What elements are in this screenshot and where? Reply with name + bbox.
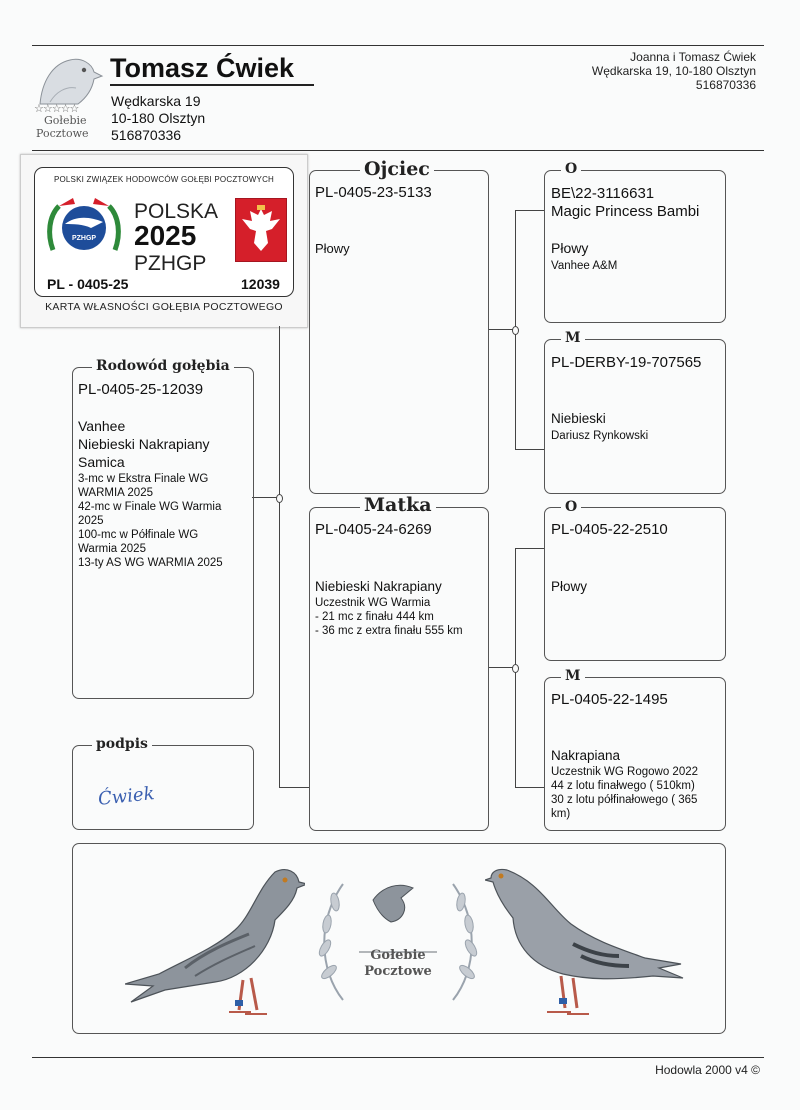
mother-father-ring: PL-0405-22-2510 (551, 521, 668, 538)
header-right-line-2: Wędkarska 19, 10-180 Olsztyn (591, 64, 756, 78)
mother-note-line: Uczestnik WG Warmia (315, 597, 431, 609)
pigeon-result-line: 13-ty AS WG WARMIA 2025 (78, 557, 223, 569)
signature-value: Ćwiek (97, 783, 156, 810)
signature-box (72, 745, 254, 830)
header-right-line-3: 516870336 (695, 78, 756, 92)
mother-mother-color: Nakrapiana (551, 748, 621, 763)
svg-text:PZHGP: PZHGP (71, 235, 97, 242)
breeder-street: Wędkarska 19 (111, 93, 201, 109)
logo-text-1: Gołebie (44, 114, 87, 127)
top-rule (32, 45, 764, 46)
pigeon-breed: Vanhee (78, 418, 126, 434)
mother-box (309, 507, 489, 831)
pigeon-result-line: 3-mc w Ekstra Finale WG (78, 473, 209, 485)
pigeon-result-line: 42-mc w Finale WG Warmia (78, 501, 222, 513)
connector-knot-mother (512, 664, 519, 673)
connector-knot-pigeon (276, 494, 283, 503)
card-title: POLSKI ZWIĄZEK HODOWCÓW GOŁĘBI POCZTOWYCH (53, 175, 275, 184)
father-ring: PL-0405-23-5133 (315, 184, 432, 201)
mother-mother-note-line: km) (551, 808, 571, 820)
mother-mother-note-line: 30 z lotu półfinałowego ( 365 (551, 794, 698, 806)
bottom-logo-wreath-icon (313, 860, 483, 1020)
connector-knot-father (512, 326, 519, 335)
father-mother-ring: PL-DERBY-19-707565 (551, 354, 702, 371)
mother-mother-note-line: 44 z lotu finałwego ( 510km) (551, 780, 695, 792)
picture-box (72, 843, 726, 1034)
logo-stars: ☆☆☆☆☆ (34, 103, 79, 115)
father-father-section-title: O (561, 162, 581, 176)
mother-mother-ring: PL-0405-22-1495 (551, 691, 668, 708)
connector-mother-to-mf (515, 548, 544, 549)
card-year: 2025 (134, 220, 197, 251)
ownership-card (20, 154, 308, 328)
father-father-name: Magic Princess Bambi (551, 203, 700, 220)
header-logo (30, 52, 106, 142)
card-footer: KARTA WŁASNOŚCI GOŁĘBIA POCZTOWEGO (45, 301, 283, 313)
pigeon-result-line: 100-mc w Półfinale WG (78, 529, 199, 541)
pigeon-head-icon (30, 52, 106, 108)
mother-mother-note-line: Uczestnik WG Rogowo 2022 (551, 766, 699, 778)
pigeon-result-line: Warmia 2025 (78, 543, 146, 555)
card-inner-frame (34, 167, 294, 297)
mother-color: Niebieski Nakrapiany (315, 579, 442, 594)
father-color: Płowy (315, 241, 350, 256)
breeder-city: 10-180 Olsztyn (111, 110, 206, 126)
logo-text-2: Pocztowe (36, 127, 89, 140)
polish-eagle-icon (235, 198, 287, 262)
father-section-title: Ojciec (360, 160, 434, 179)
mother-note-line: - 21 mc z finału 444 km (315, 611, 434, 623)
mother-notes (315, 596, 485, 638)
father-father-color: Płowy (551, 240, 589, 256)
signature-section-title: podpis (92, 737, 152, 751)
pigeon-sex: Samica (78, 454, 125, 470)
bottom-logo-text-2: Pocztowe (364, 964, 432, 979)
pigeon-ring: PL-0405-25-12039 (78, 381, 204, 398)
card-ring-right: 12039 (241, 276, 280, 292)
card-country: POLSKA (134, 200, 219, 223)
card-org: PZHGP (134, 252, 207, 275)
connector-father-to-ff (515, 210, 544, 211)
mother-ring: PL-0405-24-6269 (315, 521, 432, 538)
bottom-logo-text-1: Gołebie (370, 948, 426, 963)
father-father-breeder: Vanhee A&M (551, 260, 618, 272)
father-mother-breeder: Dariusz Rynkowski (551, 430, 649, 442)
mother-section-title: Matka (360, 496, 436, 515)
pzhgp-emblem-icon (45, 194, 123, 258)
father-father-ring: BE\22-3116631 (551, 185, 655, 202)
pigeon-result-line: WARMIA 2025 (78, 487, 153, 499)
pigeon-left-icon (125, 850, 305, 1030)
mother-father-section-title: O (561, 500, 581, 514)
mother-father-color: Płowy (551, 579, 588, 594)
mother-mother-notes (551, 765, 723, 821)
header-rule (32, 150, 764, 151)
pigeon-result-line: 2025 (78, 515, 104, 527)
mother-mother-section-title: M (561, 669, 585, 683)
pigeon-right-icon (485, 852, 685, 1032)
pigeon-color: Niebieski Nakrapiany (78, 436, 210, 452)
father-box (309, 170, 489, 494)
breeder-name: Tomasz Ćwiek (110, 53, 295, 83)
connector-father-to-fm (515, 449, 544, 450)
connector-main-to-mother (279, 787, 309, 788)
pigeon-results (78, 472, 250, 570)
father-mother-color: Niebieski (551, 411, 606, 426)
breeder-phone: 516870336 (111, 127, 182, 143)
card-ring-left: PL - 0405-25 (47, 276, 129, 292)
pigeon-section-title: Rodowód gołębia (92, 359, 234, 373)
bottom-rule (32, 1057, 764, 1058)
footer-version: Hodowla 2000 v4 © (655, 1063, 760, 1077)
connector-main-vertical (279, 326, 280, 788)
father-mother-section-title: M (561, 331, 585, 345)
mother-note-line: - 36 mc z extra finału 555 km (315, 625, 463, 637)
breeder-name-underline (110, 84, 314, 86)
connector-mother-to-mm (515, 787, 544, 788)
header-right-line-1: Joanna i Tomasz Ćwiek (630, 50, 756, 64)
